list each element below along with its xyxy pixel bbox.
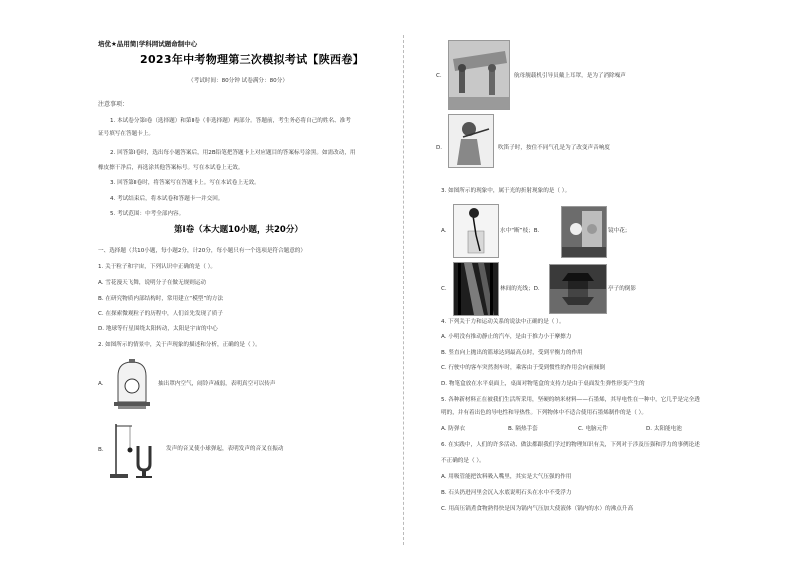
question-3-option-d-text: 亭子的倒影 xyxy=(608,286,636,292)
question-1-option: B. 在研究物质内部结构时，常用建立“模型”的方法 xyxy=(98,296,224,302)
question-4-option: B. 竖直向上抛出的篮球达到最高点时，受到平衡力的作用 xyxy=(441,350,583,356)
option-label: C. xyxy=(441,286,447,292)
question-6-stem: 6. 在实践中，人们的许多活动、做法都跟我们学过的物理知识有关，下列对于涉及压强和浮力的事例论述 xyxy=(441,442,700,448)
question-4-option: C. 行驶中的客车突然刹车时，乘客由于受到惯性的作用会向前倾倒 xyxy=(441,365,606,371)
question-5-option: D. 太阳能电池 xyxy=(646,426,682,432)
notice-item: 2. 回答第Ⅰ卷时，选出每小题答案后，用2B铅笔把答题卡上对应题目的答案标号涂黑。如需改动，用 xyxy=(110,150,356,156)
tuning-fork-image xyxy=(108,420,164,480)
aircraft-carrier-image xyxy=(448,40,510,110)
question-3-option-c-text: 林间的光线；D. xyxy=(500,286,540,292)
page-title: 2023年中考物理第三次模拟考试【陕西卷】 xyxy=(140,53,364,66)
question-4-stem: 4. 下列关于力和运动关系的说法中正确的是（ ）。 xyxy=(441,319,565,325)
question-6-option: B. 石头扔进河里会沉入水底说明石头在水中不受浮力 xyxy=(441,490,572,496)
option-label: C. xyxy=(436,73,442,79)
question-2-option-b-text: 发声的音叉使小球弹起，表明发声的音叉在振动 xyxy=(166,446,284,452)
pavilion-reflection-image xyxy=(549,264,607,314)
question-1-option: A. 雪花漫天飞舞，说明分子在做无规则运动 xyxy=(98,280,206,286)
question-4-option: D. 物笔盒放在水平桌面上，桌面对物笔盒的支持力是由于桌面发生弹性形变产生的 xyxy=(441,381,645,387)
question-2-option-c-text: 航母舰载机引导员戴上耳罩，是为了消除噪声 xyxy=(514,73,626,79)
question-5-stem: 5. 各种新材料正在被我们生活所采用，坚硬的纳米材料——石墨烯，其导电性在一种中，它几乎是完全透 xyxy=(441,397,700,403)
header-text: 培优★品用简|学科网试题命制中心 xyxy=(98,40,198,48)
section-instruction: 一、选择题（共10小题，每小题2分，计20分，每小题只有一个选项是符合题意的） xyxy=(98,248,306,254)
question-6-stem: 不正确的是（ ）。 xyxy=(441,458,485,464)
question-1-option: D. 地球等行星围绕太阳转动，太阳是宇宙的中心 xyxy=(98,326,218,332)
column-divider xyxy=(403,35,404,545)
option-label: B. xyxy=(98,447,104,453)
notice-item: 4. 考试结束后，将本试卷和答题卡一并交回。 xyxy=(110,196,224,202)
notice-heading: 注意事项： xyxy=(98,101,129,108)
notice-item: 1. 本试卷分第Ⅰ卷（选择题）和第Ⅱ卷（非选择题）两部分。答题前，考生务必将自己的姓名、准考 xyxy=(110,118,351,124)
question-5-stem: 明的，并有着出色的导电性和导热性。下列物体中不适合使用石墨烯制作的是（ ）。 xyxy=(441,410,647,416)
option-label: D. xyxy=(436,145,443,151)
question-6-option: C. 用高压锅煮食物熟得快是因为锅内气压加大使液体（锅内的水）的沸点升高 xyxy=(441,506,634,512)
notice-item: 橡皮擦干净后，再选涂其他答案标号。写在本试卷上无效。 xyxy=(98,165,244,171)
option-label: A. xyxy=(441,228,447,234)
question-2-option-a-text: 抽出罩内空气，闹铃声减弱，表明真空可以传声 xyxy=(158,381,276,387)
flute-player-image xyxy=(448,114,494,168)
question-5-option: A. 防弹衣 xyxy=(441,426,466,432)
broken-stick-image xyxy=(453,204,499,258)
notice-item: 3. 回答第Ⅱ卷时，将答案写在答题卡上。写在本试卷上无效。 xyxy=(110,180,260,186)
question-3-option-b-text: 镜中花； xyxy=(608,228,631,234)
question-4-option: A. 小明没有推动静止的汽车，是由于推力小于摩擦力 xyxy=(441,334,572,340)
question-1-stem: 1. 关于粒子和宇宙，下列认识中正确的是（ ）。 xyxy=(98,264,216,270)
section-title: 第Ⅰ卷（本大题10小题，共20分） xyxy=(174,225,303,235)
mirror-flower-image xyxy=(561,206,607,258)
notice-item: 证号填写在答题卡上。 xyxy=(98,131,154,137)
question-5-option: B. 隔热手套 xyxy=(508,426,538,432)
option-label: A. xyxy=(98,381,104,387)
question-3-option-a-text: 水中“断”枝；B. xyxy=(500,228,540,234)
forest-light-image xyxy=(453,262,499,316)
question-2-stem: 2. 如图所示的情景中，关于声现象的描述和分析，正确的是（ ）。 xyxy=(98,342,261,348)
question-5-option: C. 电脑元件 xyxy=(578,426,608,432)
question-6-option: A. 用吸管能把饮料吸入嘴里，其实是大气压强的作用 xyxy=(441,474,572,480)
question-1-option: C. 在探索微观粒子的历程中，人们首先发现了质子 xyxy=(98,311,223,317)
question-2-option-d-text: 吹笛子时，按住不同气孔是为了改变声音响度 xyxy=(498,145,610,151)
exam-info: （考试时间：80分钟 试卷满分：80分） xyxy=(188,78,288,84)
bell-jar-image xyxy=(110,358,154,410)
question-3-stem: 3. 如图所示的现象中，属于光的折射现象的是（ ）。 xyxy=(441,188,571,194)
notice-item: 5. 考试范围：中考全部内容。 xyxy=(110,211,185,217)
